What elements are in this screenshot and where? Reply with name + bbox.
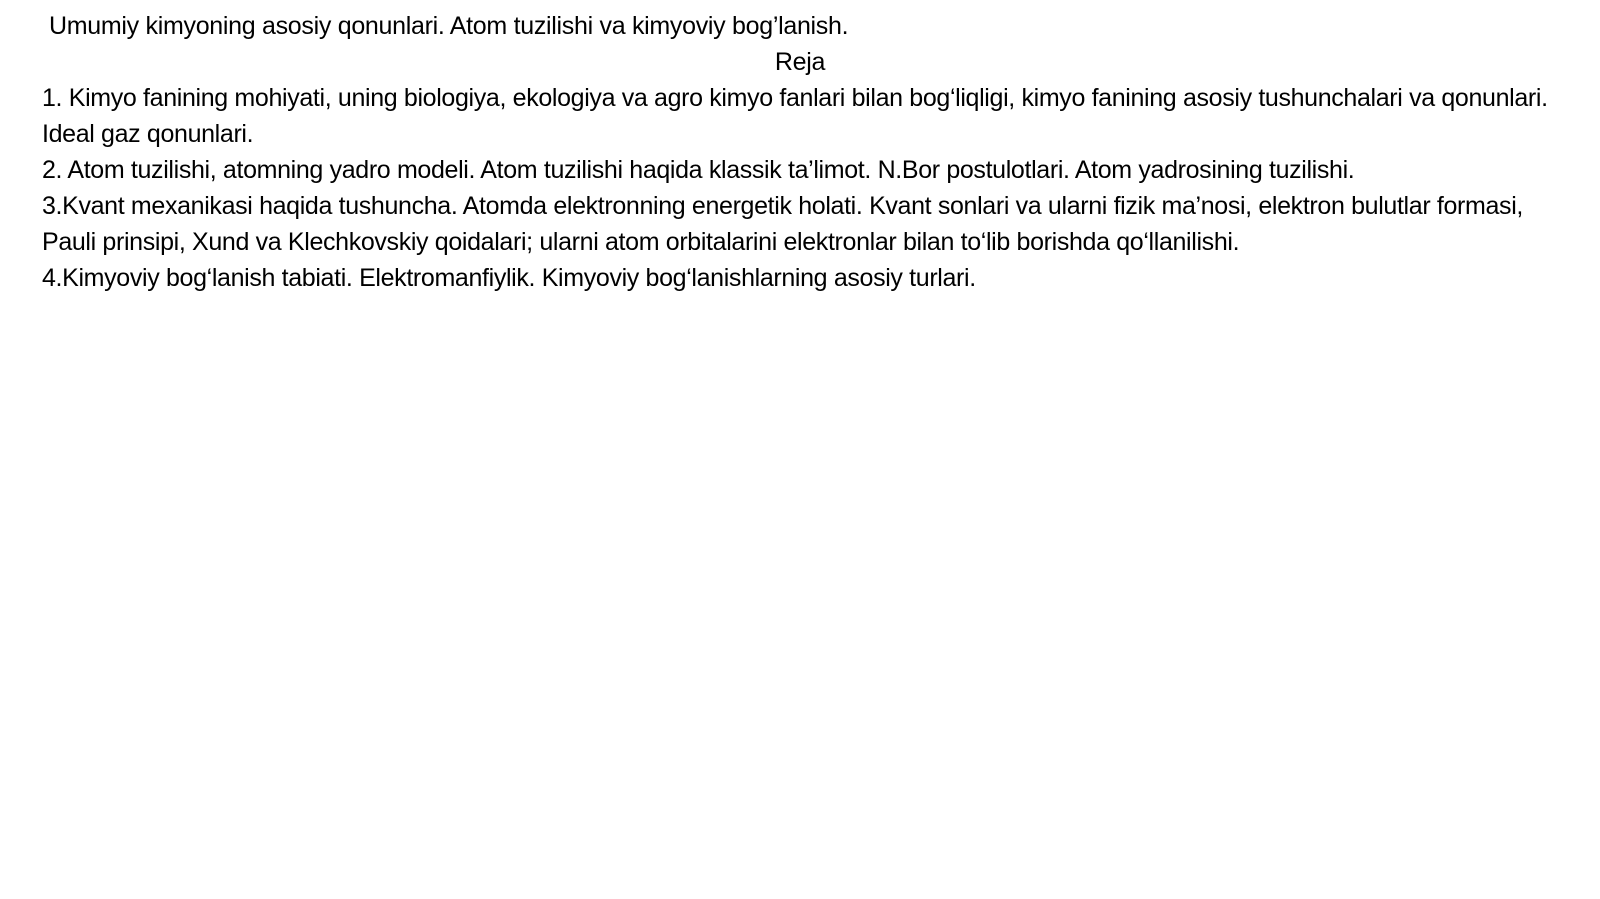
plan-item-4: 4.Kimyoviy bog‘lanish tabiati. Elektromanfiylik. Kimyoviy bog‘lanishlarning asosiy turlari. bbox=[42, 264, 976, 292]
plan-heading: Reja bbox=[774, 48, 826, 76]
plan-item-1: 1. Kimyo fanining mohiyati, uning biologiya, ekologiya va agro kimyo fanlari bilan bog‘liqligi, kimyo fanining asosiy tushunchalari va qonunlari. Ideal gaz qonunlari. bbox=[42, 84, 1548, 148]
plan-list bbox=[42, 80, 1577, 296]
plan-item-2: 2. Atom tuzilishi, atomning yadro modeli. Atom tuzilishi haqida klassik ta’limot. N.Bor postulotlari. Atom yadrosining tuzilishi. bbox=[42, 156, 1355, 184]
plan-item-3: 3.Kvant mexanikasi haqida tushuncha. Atomda elektronning energetik holati. Kvant sonlari va ularni fizik ma’nosi, elektron bulutlar formasi, Pauli prinsipi, Xund va Klechkovskiy qoidalari; ularni atom orbitalarini elektronlar bilan to‘lib borishda qo‘llanilishi. bbox=[42, 192, 1523, 256]
page-title: Umumiy kimyoning asosiy qonunlari. Atom tuzilishi va kimyoviy bog’lanish. bbox=[49, 12, 849, 40]
